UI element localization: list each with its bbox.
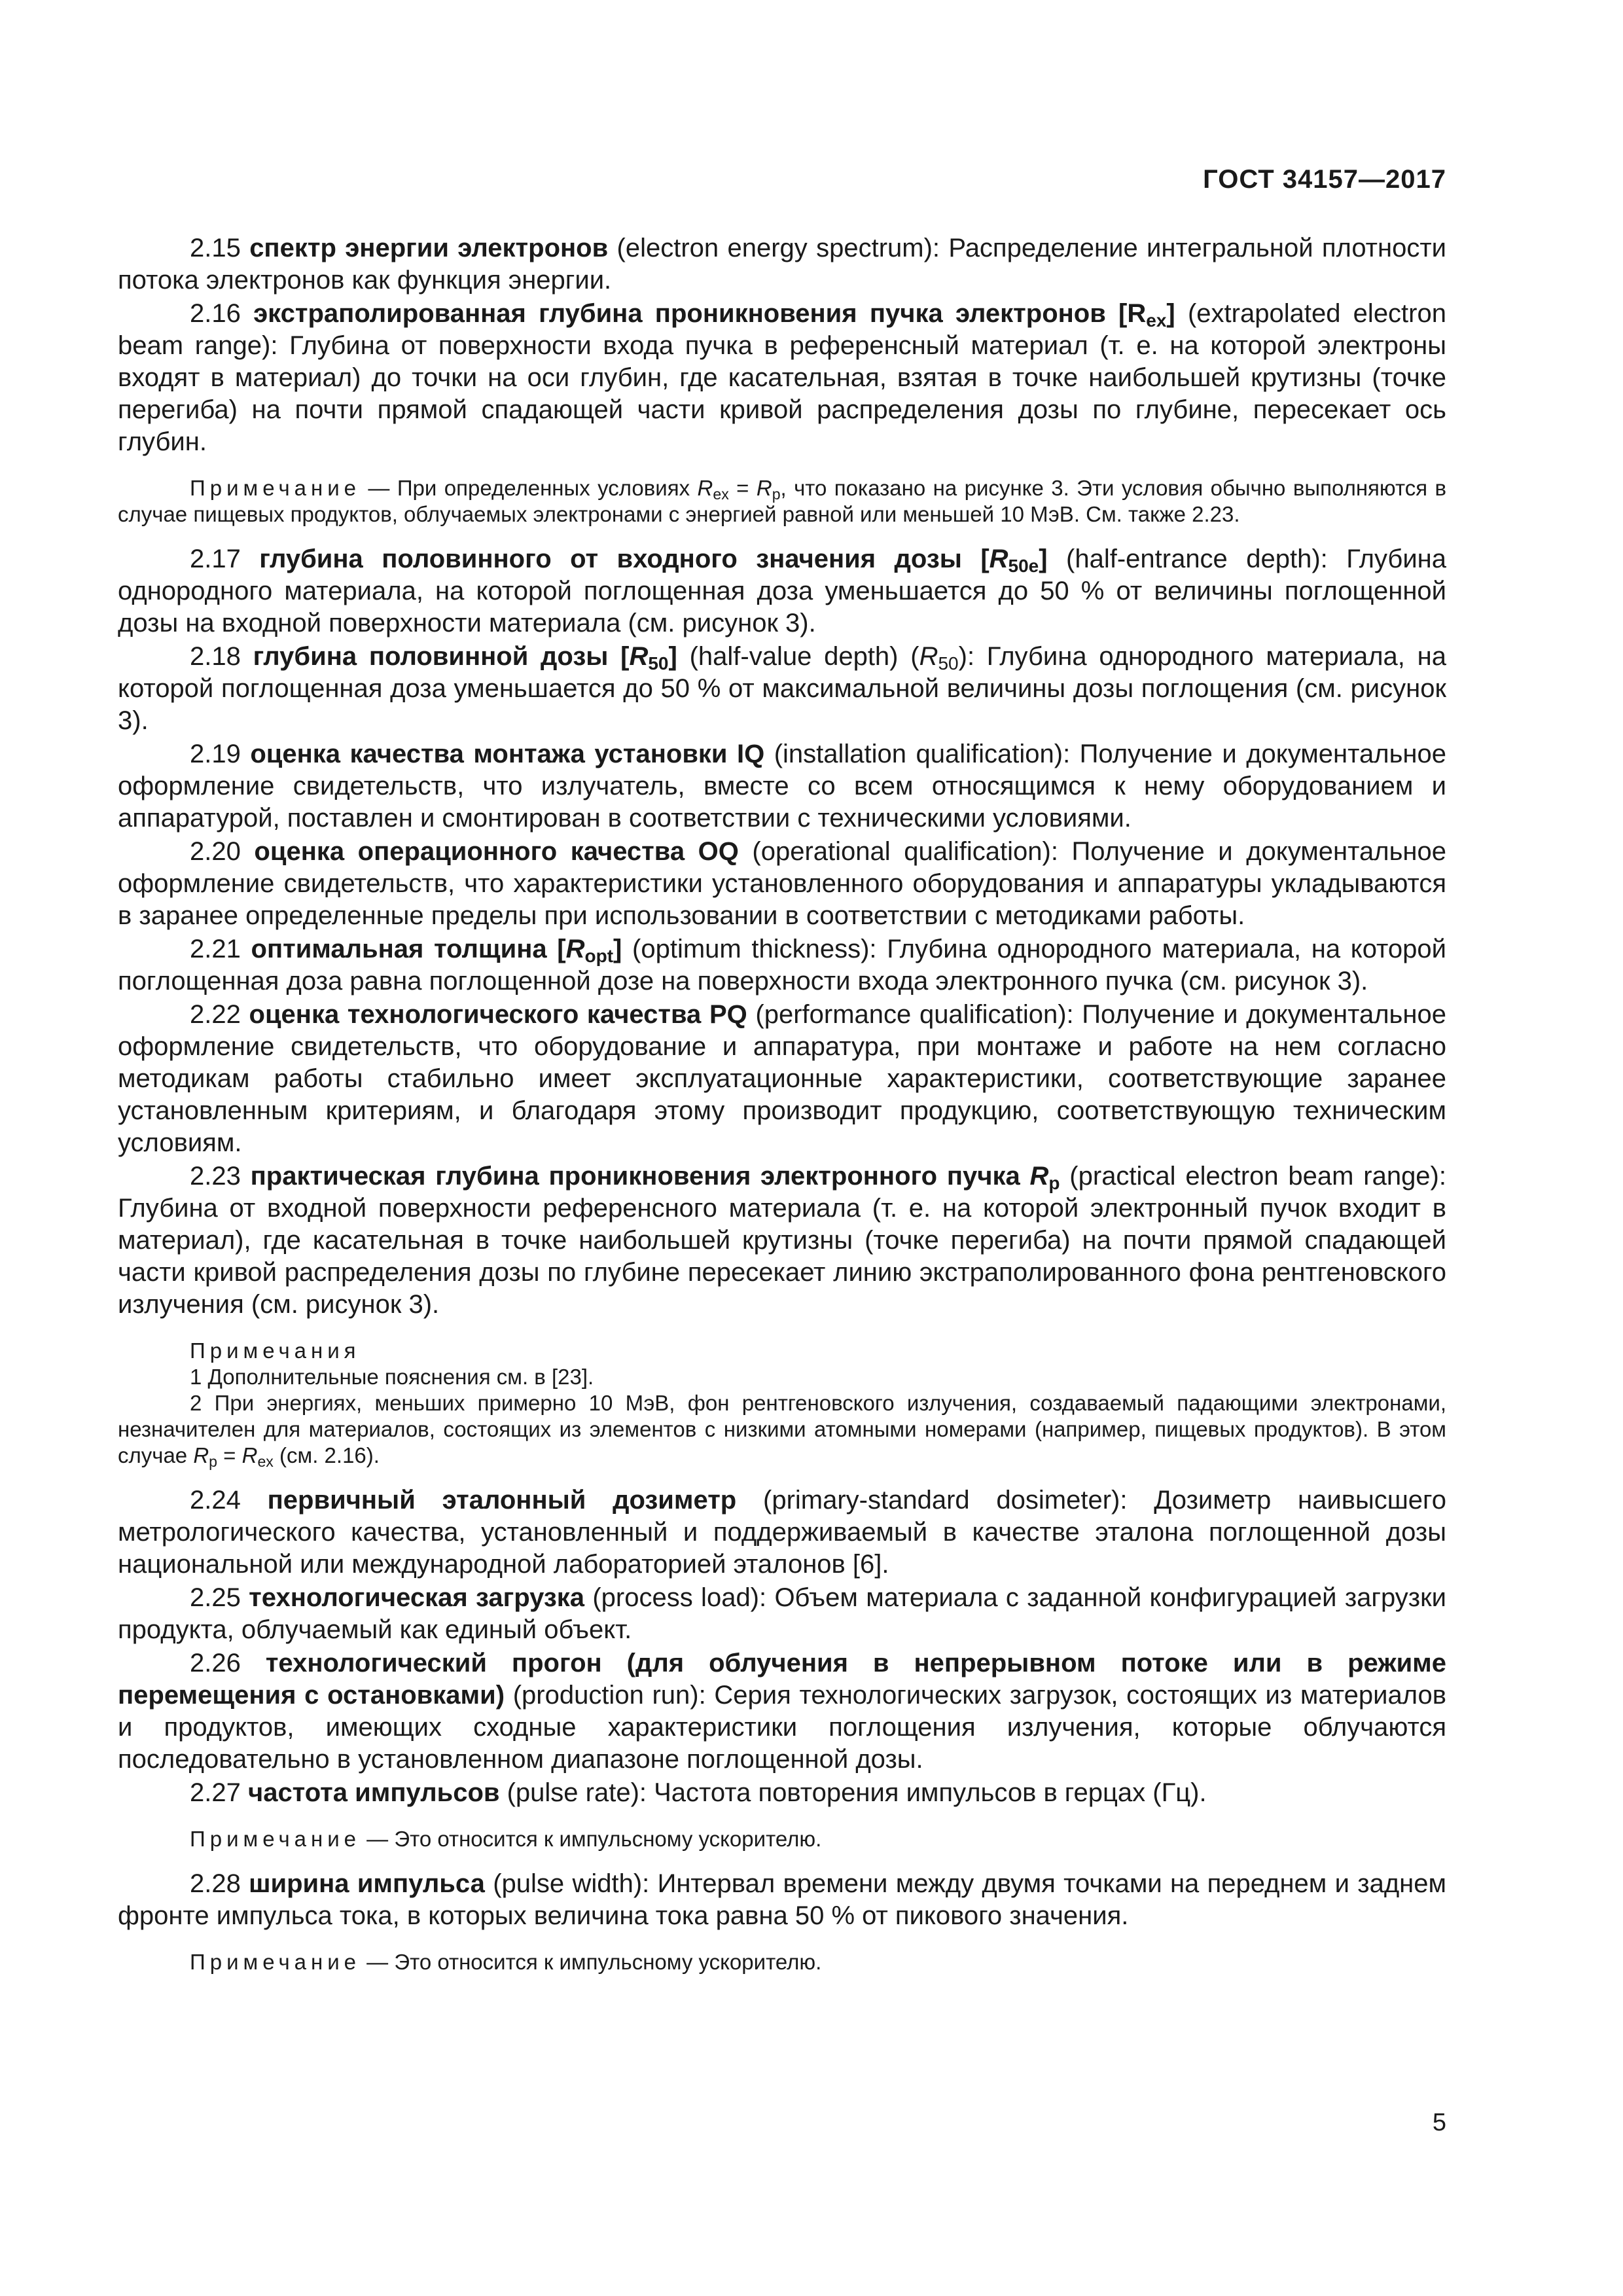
term-2-17: 2.17 глубина половинного от входного значения дозы $[R_{50e}]$ (half-entrance depth): Глубина однородного материала, на которой поглощенная доза уменьшается до 50 % от величины поглощенной дозы на входной поверхности материала (см. рисунок 3). [118, 545, 1446, 637]
term-2-26: 2.26 технологический прогон (для облучения в непрерывном потоке или в режиме перемещения с остановками) (production run): Серия технологических загрузок, состоящих из материалов и продуктов, имеющих сходные характеристики поглощения излучения, которые облучаются последовательно в установленном диапазоне поглощенной дозы. [118, 1649, 1447, 1774]
term-title: оптимальная толщина $[R_{opt}]$ [251, 935, 622, 966]
term-2-22: 2.22 оценка технологического качества PQ (performance qualification): Получение и документальное оформление свидетельств, что оборудование и аппаратура, при монтаже и работе на нем согласно методикам работы стабильно имеет эксплуатационные характеристики, соответствующие заранее установленным критериям, и благодаря этому производит продукцию, соответствующую техническим условиям. [118, 1000, 1446, 1157]
note-2-27: Примечание — Это относится к импульсному ускорителю. [190, 1827, 822, 1851]
note-2-16: Примечание — При определенных условиях $R_{ex} = R_p$, что показано на рисунке 3. Эти условия обычно выполняются в случае пищевых продуктов, облучаемых электронами с энергией равной или меньшей 10 МэВ. См. также 2.23. [118, 476, 1446, 526]
note-2-28: Примечание — Это относится к импульсному ускорителю. [190, 1950, 822, 1974]
note-2-23-item-1: 1 Дополнительные пояснения см. в [23]. [190, 1365, 594, 1389]
term-2-25: 2.25 технологическая загрузка (process load): Объем материала с заданной конфигурацией загрузки продукта, облучаемый как единый объект. [118, 1583, 1446, 1644]
term-title: экстраполированная глубина проникновения пучка электронов $[R_{ex}]$ [253, 299, 1175, 331]
term-2-23: 2.23 практическая глубина проникновения электронного пучка $R_p$ (practical electron beam range): Глубина от входной поверхности референсного материала (т. е. на которой электронный пучок входит в материал), где касательная в точке наибольшей крутизны (точке перегиба) на почти прямой спадающей части кривой распределения дозы по глубине пересекает линию экстраполированного фона рентгеновского излучения (см. рисунок 3). [118, 1162, 1446, 1319]
term-title: глубина половинной дозы $[R_{50}]$ [253, 642, 677, 673]
term-title: оценка технологического качества PQ [249, 1000, 747, 1029]
note-2-23-item-2: 2 При энергиях, меньших примерно 10 МэВ, фон рентгеновского излучения, создаваемый падающими электронами, незначителен для материалов, состоящих из элементов с низкими атомными номерами (например, пищевых продуктов). В этом случае $R_p = R_{ex}$ (см. 2.16). [118, 1391, 1446, 1470]
document-body [118, 232, 1446, 1991]
term-title: оценка качества монтажа установки IQ [250, 740, 765, 768]
term-2-20: 2.20 оценка операционного качества OQ (operational qualification): Получение и документальное оформление свидетельств, что характеристики установленного оборудования и аппаратуры укладываются в заранее определенные пределы при использовании в соответствии с методиками работы. [118, 837, 1446, 930]
term-title: технологическая загрузка [249, 1583, 585, 1612]
term-2-24: 2.24 первичный эталонный дозиметр (primary-standard dosimeter): Дозиметр наивысшего метрологического качества, установленный и поддерживаемый в качестве эталона поглощенной дозы национальной или международной лабораторией эталонов [6]. [118, 1486, 1447, 1579]
term-2-19: 2.19 оценка качества монтажа установки IQ (installation qualification): Получение и документальное оформление свидетельств, что излучатель, вместе со всем относящимся к нему оборудованием и аппаратурой, поставлен и смонтирован в соответствии с техническими условиями. [118, 740, 1446, 833]
term-title: ширина импульса [249, 1869, 485, 1898]
term-title: частота импульсов [247, 1778, 500, 1807]
term-2-28: 2.28 ширина импульса (pulse width): Интервал времени между двумя точками на переднем и заднем фронте импульса тока, в которых величина тока равна 50 % от пикового значения. [118, 1869, 1447, 1930]
term-title: глубина половинного от входного значения дозы $[R_{50e}]$ [259, 545, 1048, 576]
term-title: первичный эталонный дозиметр [267, 1486, 737, 1515]
notes-2-23-label: Примечания [190, 1338, 361, 1363]
document-header: ГОСТ 34157—2017 [1203, 165, 1446, 194]
term-title: оценка операционного качества OQ [254, 837, 739, 866]
term-title: практическая глубина проникновения электронного пучка $R_p$ [250, 1162, 1060, 1193]
page-number: 5 [1432, 2109, 1446, 2136]
term-2-18: 2.18 глубина половинной дозы $[R_{50}]$ (half-value depth) $(R_{50})$: Глубина однородного материала, на которой поглощенная доза уменьшается до 50 % от максимальной величины дозы поглощения (см. рисунок 3). [118, 642, 1446, 735]
term-2-16: 2.16 экстраполированная глубина проникновения пучка электронов $[R_{ex}]$ (extrapolated electron beam range): Глубина от поверхности входа пучка в референсный материал (т. е. на которой электроны входят в материал) до точки на оси глубин, где касательная, взятая в точке наибольшей крутизны (точке перегиба) на почти прямой спадающей части кривой распределения дозы по глубине, пересекает ось глубин. [118, 299, 1446, 456]
term-2-21: 2.21 оптимальная толщина $[R_{opt}]$ (optimum thickness): Глубина однородного материала, на которой поглощенная доза равна поглощенной дозе на поверхности входа электронного пучка (см. рисунок 3). [118, 935, 1447, 996]
term-2-27: 2.27 частота импульсов (pulse rate): Частота повторения импульсов в герцах (Гц). [190, 1778, 1207, 1807]
term-title: технологический прогон (для облучения в непрерывном потоке или в режиме перемещения с остановками) [118, 1649, 1447, 1710]
term-title: спектр энергии электронов [249, 234, 609, 262]
term-2-15: 2.15 спектр энергии электронов (electron energy spectrum): Распределение интегральной плотности потока электронов как функция энергии. [118, 234, 1447, 295]
